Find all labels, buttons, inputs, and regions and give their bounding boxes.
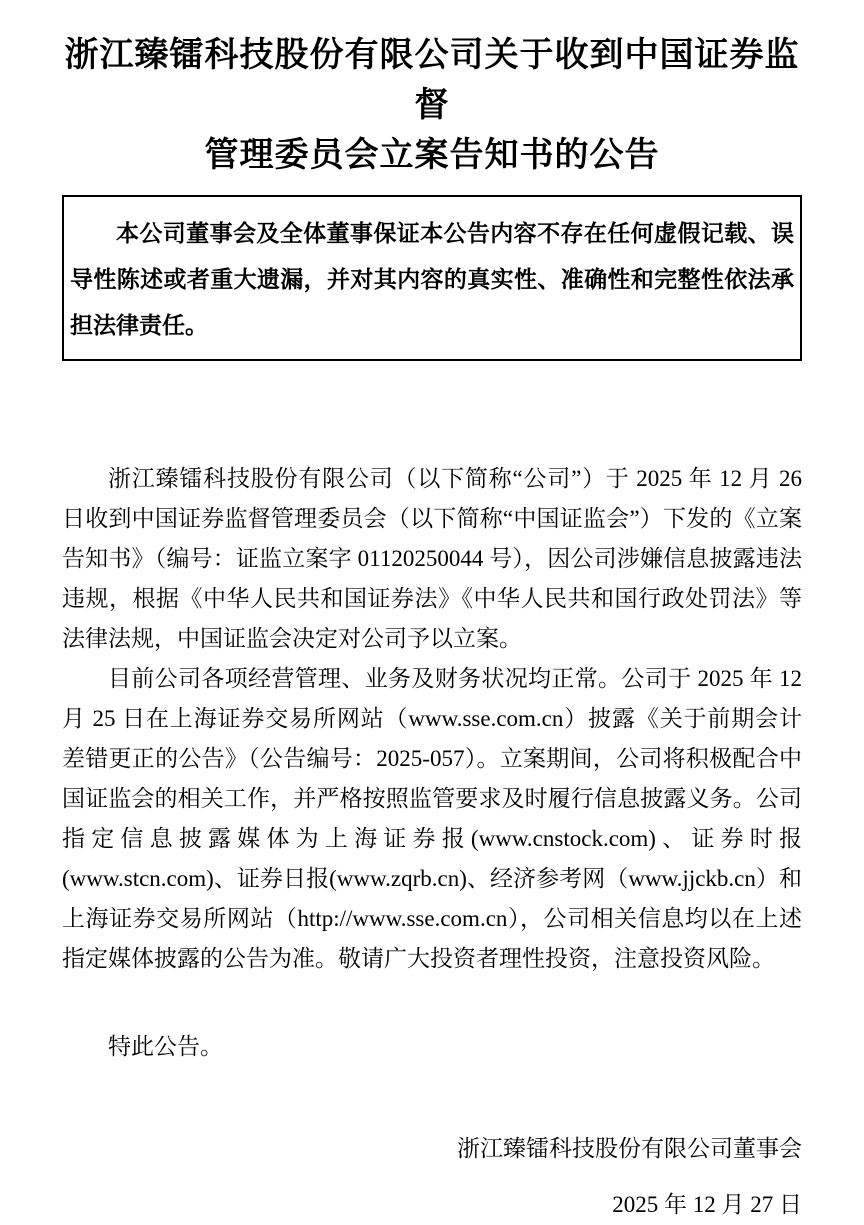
page-title <box>62 30 802 180</box>
disclaimer-box <box>62 195 802 361</box>
disclaimer-text: 本公司董事会及全体董事保证本公告内容不存在任何虚假记载、误导性陈述或者重大遗漏，并对其内容的真实性、准确性和完整性依法承担法律责任。 <box>70 221 794 338</box>
closing-statement: 特此公告。 <box>108 1034 223 1059</box>
announcement-body <box>62 459 802 1067</box>
signature-board: 浙江臻镭科技股份有限公司董事会 <box>457 1136 802 1161</box>
signature-block <box>62 1129 802 1225</box>
title-line-2: 管理委员会立案告知书的公告 <box>204 136 660 174</box>
title-line-1: 浙江臻镭科技股份有限公司关于收到中国证券监督 <box>64 36 800 124</box>
announcement-date: 2025 年 12 月 27 日 <box>612 1192 802 1217</box>
paragraph-company-status: 目前公司各项经营管理、业务及财务状况均正常。公司于 2025 年 12 月 25 日在上海证券交易所网站（www.sse.com.cn）披露《关于前期会计差错更正的公告》（公告编号：2025-057）。立案期间，公司将积极配合中国证监会的相关工作，并严格按照监管要求及时履行信息披露义务。公司指定信息披露媒体为上海证券报(www.cnstock.com)、证券时报(www.stcn.com)、证券日报(www.zqrb.cn)、经济参考网（www.jjckb.cn）和上海证券交易所网站（http://www.sse.com.cn），公司相关信息均以在上述指定媒体披露的公告为准。敬请广大投资者理性投资，注意投资风险。 <box>62 666 802 971</box>
paragraph-investigation-notice: 浙江臻镭科技股份有限公司（以下简称“公司”）于 2025 年 12 月 26 日收到中国证券监督管理委员会（以下简称“中国证监会”）下发的《立案告知书》（编号：证监立案字 01120250044 号），因公司涉嫌信息披露违法违规，根据《中华人民共和国证券法》《中华人民共和国行政处罚法》等法律法规，中国证监会决定对公司予以立案。 <box>62 466 802 651</box>
